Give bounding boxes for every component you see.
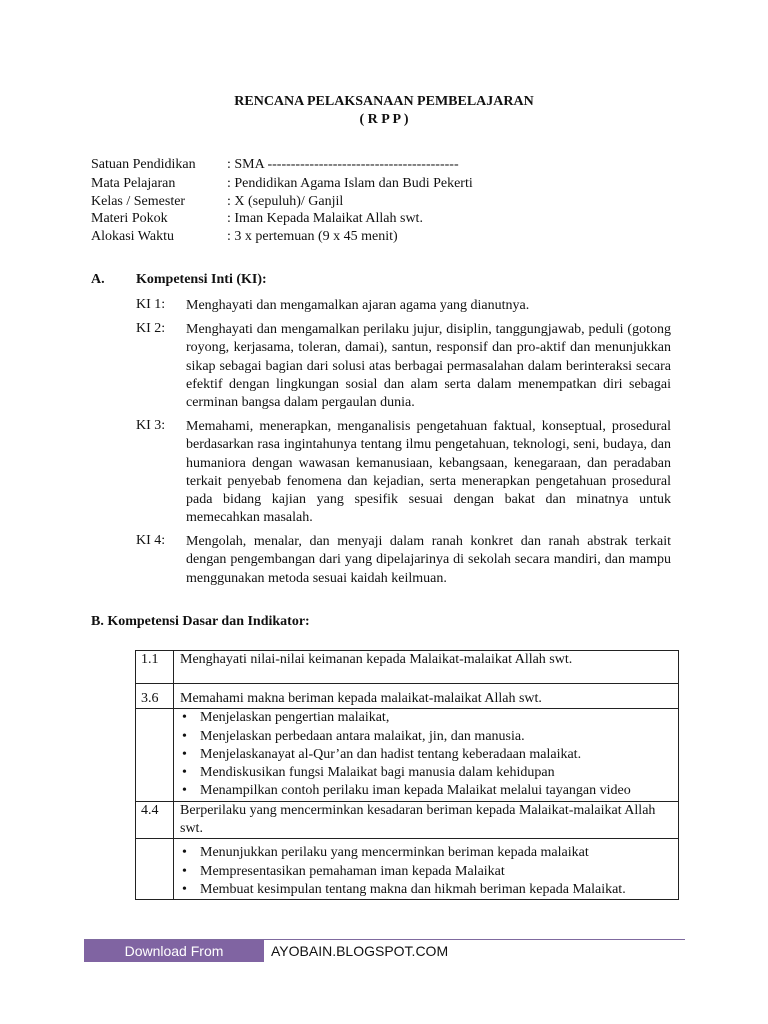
list-item: • Menjelaskan pengertian malaikat, xyxy=(180,709,672,727)
section-a-letter: A. xyxy=(91,272,105,287)
table-row xyxy=(136,651,679,684)
ki-label: KI 1: xyxy=(136,297,166,312)
list-item: • Menjelaskanayat al-Qur’an dan hadist tentang keberadaan malaikat. xyxy=(180,746,672,764)
info-label: Mata Pelajaran xyxy=(91,176,176,191)
table-row xyxy=(136,684,679,709)
info-label: Satuan Pendidikan xyxy=(91,157,196,172)
kd-number xyxy=(136,839,174,900)
section-b-title: B. Kompetensi Dasar dan Indikator: xyxy=(91,614,310,629)
ki-label: KI 4: xyxy=(136,533,166,548)
section-a-title: Kompetensi Inti (KI): xyxy=(136,272,267,287)
list-item: • Menunjukkan perilaku yang mencerminkan beriman kepada malaikat xyxy=(180,844,672,862)
download-from-label: Download From xyxy=(84,940,264,962)
kd-text: Menghayati nilai-nilai keimanan kepada Malaikat-malaikat Allah swt. xyxy=(174,651,679,684)
table-row xyxy=(136,709,679,801)
ki-text: Memahami, menerapkan, menganalisis pengetahuan faktual, konseptual, prosedural berdasarkan rasa ingintahunya tentang ilmu pengetahuan, teknologi, seni, budaya, dan humaniora dengan wawasan kemanusiaan, kebangsaan, kenegaraan, dan peradaban terkait penyebab fenomena dan kejadian, serta menerapkan pengetahuan prosedural pada bidang kajian yang spesifik sesuai dengan bakat dan minatnya untuk memecahkan masalah. xyxy=(186,419,671,526)
document-title: RENCANA PELAKSANAAN PEMBELAJARAN xyxy=(234,94,534,109)
indicator-cell xyxy=(174,709,679,801)
info-value: : SMA ----------------------------------------- xyxy=(227,157,459,172)
kd-number xyxy=(136,709,174,801)
ki-text: Menghayati dan mengamalkan perilaku jujur, disiplin, tanggungjawab, peduli (gotong royong, kerjasama, toleran, damai), santun, responsif dan pro-aktif dan menunjukkan sikap sebagai bagian dari solusi atas berbagai permasalahan dalam berinteraksi secara efektif dengan lingkungan sosial dan alam serta dalam menempatkan diri sebagai cerminan bangsa dalam pergaulan dunia. xyxy=(186,322,671,411)
indicator-cell xyxy=(174,839,679,900)
kompetensi-dasar-table xyxy=(135,650,679,900)
kd-number: 1.1 xyxy=(136,651,174,684)
info-label: Materi Pokok xyxy=(91,211,168,226)
kd-number: 3.6 xyxy=(136,684,174,709)
table-row xyxy=(136,839,679,900)
ki-label: KI 2: xyxy=(136,321,166,336)
indicator-list xyxy=(180,709,672,800)
ki-label: KI 3: xyxy=(136,418,166,433)
list-item: • Menjelaskan perbedaan antara malaikat, jin, dan manusia. xyxy=(180,728,672,746)
document-subtitle: ( R P P ) xyxy=(359,112,409,127)
ki-text: Mengolah, menalar, dan menyaji dalam ranah konkret dan ranah abstrak terkait dengan pengembangan dari yang dipelajarinya di sekolah secara mandiri, dan mampu menggunakan metoda sesuai kaidah keilmuan. xyxy=(186,534,671,586)
kd-number: 4.4 xyxy=(136,801,174,839)
list-item: • Membuat kesimpulan tentang makna dan hikmah beriman kepada Malaikat. xyxy=(180,881,672,899)
list-item: • Mendiskusikan fungsi Malaikat bagi manusia dalam kehidupan xyxy=(180,764,672,782)
info-value: : 3 x pertemuan (9 x 45 menit) xyxy=(227,229,398,244)
ki-text: Menghayati dan mengamalkan ajaran agama yang dianutnya. xyxy=(186,298,530,313)
info-value: : Iman Kepada Malaikat Allah swt. xyxy=(227,211,423,226)
info-value: : Pendidikan Agama Islam dan Budi Pekerti xyxy=(227,176,473,191)
info-value: : X (sepuluh)/ Ganjil xyxy=(227,194,344,209)
download-url-link[interactable]: AYOBAIN.BLOGSPOT.COM xyxy=(271,943,449,959)
list-item: • Mempresentasikan pemahaman iman kepada Malaikat xyxy=(180,863,672,881)
indicator-list xyxy=(180,844,672,899)
table-row xyxy=(136,801,679,839)
info-label: Kelas / Semester xyxy=(91,194,186,209)
kd-text: Berperilaku yang mencerminkan kesadaran beriman kepada Malaikat-malaikat Allah swt. xyxy=(174,801,679,839)
kd-text: Memahami makna beriman kepada malaikat-malaikat Allah swt. xyxy=(174,684,679,709)
info-label: Alokasi Waktu xyxy=(91,229,174,244)
list-item: • Menampilkan contoh perilaku iman kepada Malaikat melalui tayangan video xyxy=(180,782,672,800)
